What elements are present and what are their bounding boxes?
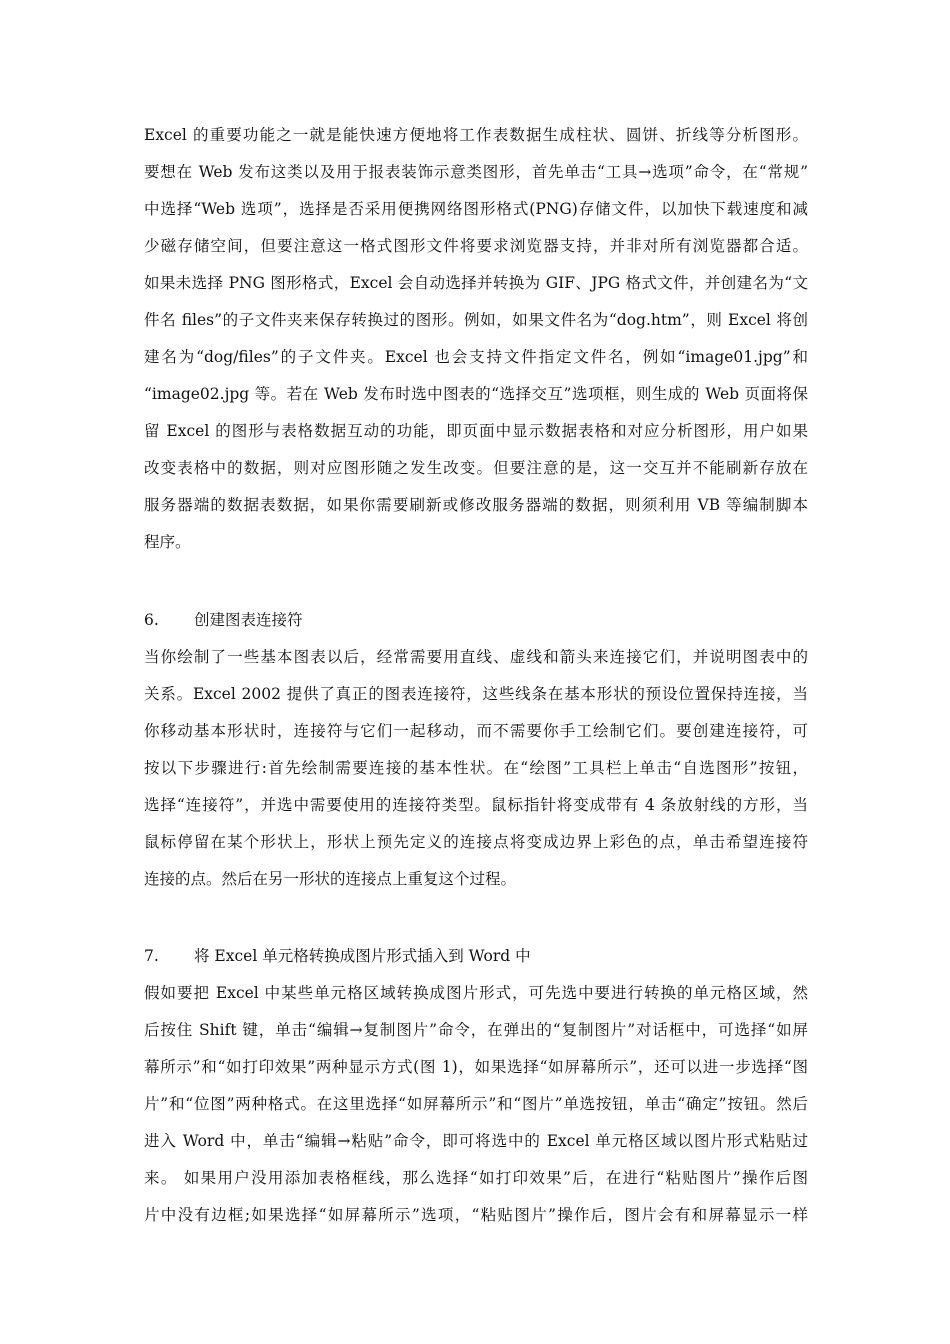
paragraph-line: Excel 的重要功能之一就是能快速方便地将工作表数据生成柱状、圆饼、折线等分析图形。 <box>144 126 808 144</box>
paragraph-line: 连接的点。然后在另一形状的连接点上重复这个过程。 <box>144 870 517 888</box>
section-title: 创建图表连接符 <box>194 611 303 629</box>
paragraph-line: 件名 files”的子文件夹来保存转换过的图形。例如，如果文件名为“dog.htm”，则 Excel 将创 <box>144 311 808 329</box>
paragraph-line: 中选择“Web 选项”，选择是否采用便携网络图形格式(PNG)存储文件，以加快下载速度和减 <box>144 200 808 218</box>
section-number: 7. <box>144 947 159 965</box>
paragraph-line: 建名为“dog/files”的子文件夹。Excel 也会支持文件指定文件名，例如“image01.jpg”和 <box>144 348 808 366</box>
paragraph-line: 程序。 <box>144 533 191 551</box>
paragraph-line: 进入 Word 中，单击“编辑→粘贴”命令，即可将选中的 Excel 单元格区域以图片形式粘贴过 <box>144 1132 808 1150</box>
paragraph-line: 留 Excel 的图形与表格数据互动的功能，即页面中显示数据表格和对应分析图形，用户如果 <box>144 422 808 440</box>
paragraph-line: 服务器端的数据表数据，如果你需要刷新或修改服务器端的数据，则须利用 VB 等编制脚本 <box>144 496 808 514</box>
paragraph-line: 少磁存储空间，但要注意这一格式图形文件将要求浏览器支持，并非对所有浏览器都合适。 <box>144 237 808 255</box>
section-heading <box>144 946 531 966</box>
paragraph-line: 按以下步骤进行:首先绘制需要连接的基本性状。在“绘图”工具栏上单击“自选图形”按钮， <box>144 759 808 777</box>
paragraph-line: 片中没有边框;如果选择“如屏幕所示”选项，“粘贴图片”操作后，图片会有和屏幕显示一样 <box>144 1206 808 1224</box>
paragraph-line: 选择“连接符”，并选中需要使用的连接符类型。鼠标指针将变成带有 4 条放射线的方形，当 <box>144 796 808 814</box>
section-heading <box>144 610 303 630</box>
paragraph-line: 鼠标停留在某个形状上，形状上预先定义的连接点将变成边界上彩色的点，单击希望连接符 <box>144 833 808 851</box>
section-number: 6. <box>144 611 159 629</box>
paragraph-line: 幕所示”和“如打印效果”两种显示方式(图 1)，如果选择“如屏幕所示”，还可以进一步选择“图 <box>144 1058 808 1076</box>
paragraph-line: 来。 如果用户没用添加表格框线，那么选择“如打印效果”后，在进行“粘贴图片”操作后图 <box>144 1169 808 1187</box>
section-title: 将 Excel 单元格转换成图片形式插入到 Word 中 <box>194 947 531 965</box>
paragraph-line: 片”和“位图”两种格式。在这里选择“如屏幕所示”和“图片”单选按钮，单击“确定”按钮。然后 <box>144 1095 808 1113</box>
paragraph-line: 如果未选择 PNG 图形格式，Excel 会自动选择并转换为 GIF、JPG 格式文件，并创建名为“文 <box>144 274 808 292</box>
paragraph-line: 后按住 Shift 键，单击“编辑→复制图片”命令，在弹出的“复制图片”对话框中，可选择“如屏 <box>144 1021 808 1039</box>
paragraph-line: 关系。Excel 2002 提供了真正的图表连接符，这些线条在基本形状的预设位置保持连接，当 <box>144 685 808 703</box>
paragraph-line: “image02.jpg 等。若在 Web 发布时选中图表的“选择交互”选项框，则生成的 Web 页面将保 <box>144 385 808 403</box>
paragraph-line: 当你绘制了一些基本图表以后，经常需要用直线、虚线和箭头来连接它们，并说明图表中的 <box>144 648 808 666</box>
paragraph-line: 要想在 Web 发布这类以及用于报表装饰示意类图形，首先单击“工具→选项”命令，在“常规” <box>144 163 808 181</box>
paragraph-line: 改变表格中的数据，则对应图形随之发生改变。但要注意的是，这一交互并不能刷新存放在 <box>144 459 808 477</box>
paragraph-line: 假如要把 Excel 中某些单元格区域转换成图片形式，可先选中要进行转换的单元格区域，然 <box>144 984 808 1002</box>
paragraph-line: 你移动基本形状时，连接符与它们一起移动，而不需要你手工绘制它们。要创建连接符，可 <box>144 722 808 740</box>
